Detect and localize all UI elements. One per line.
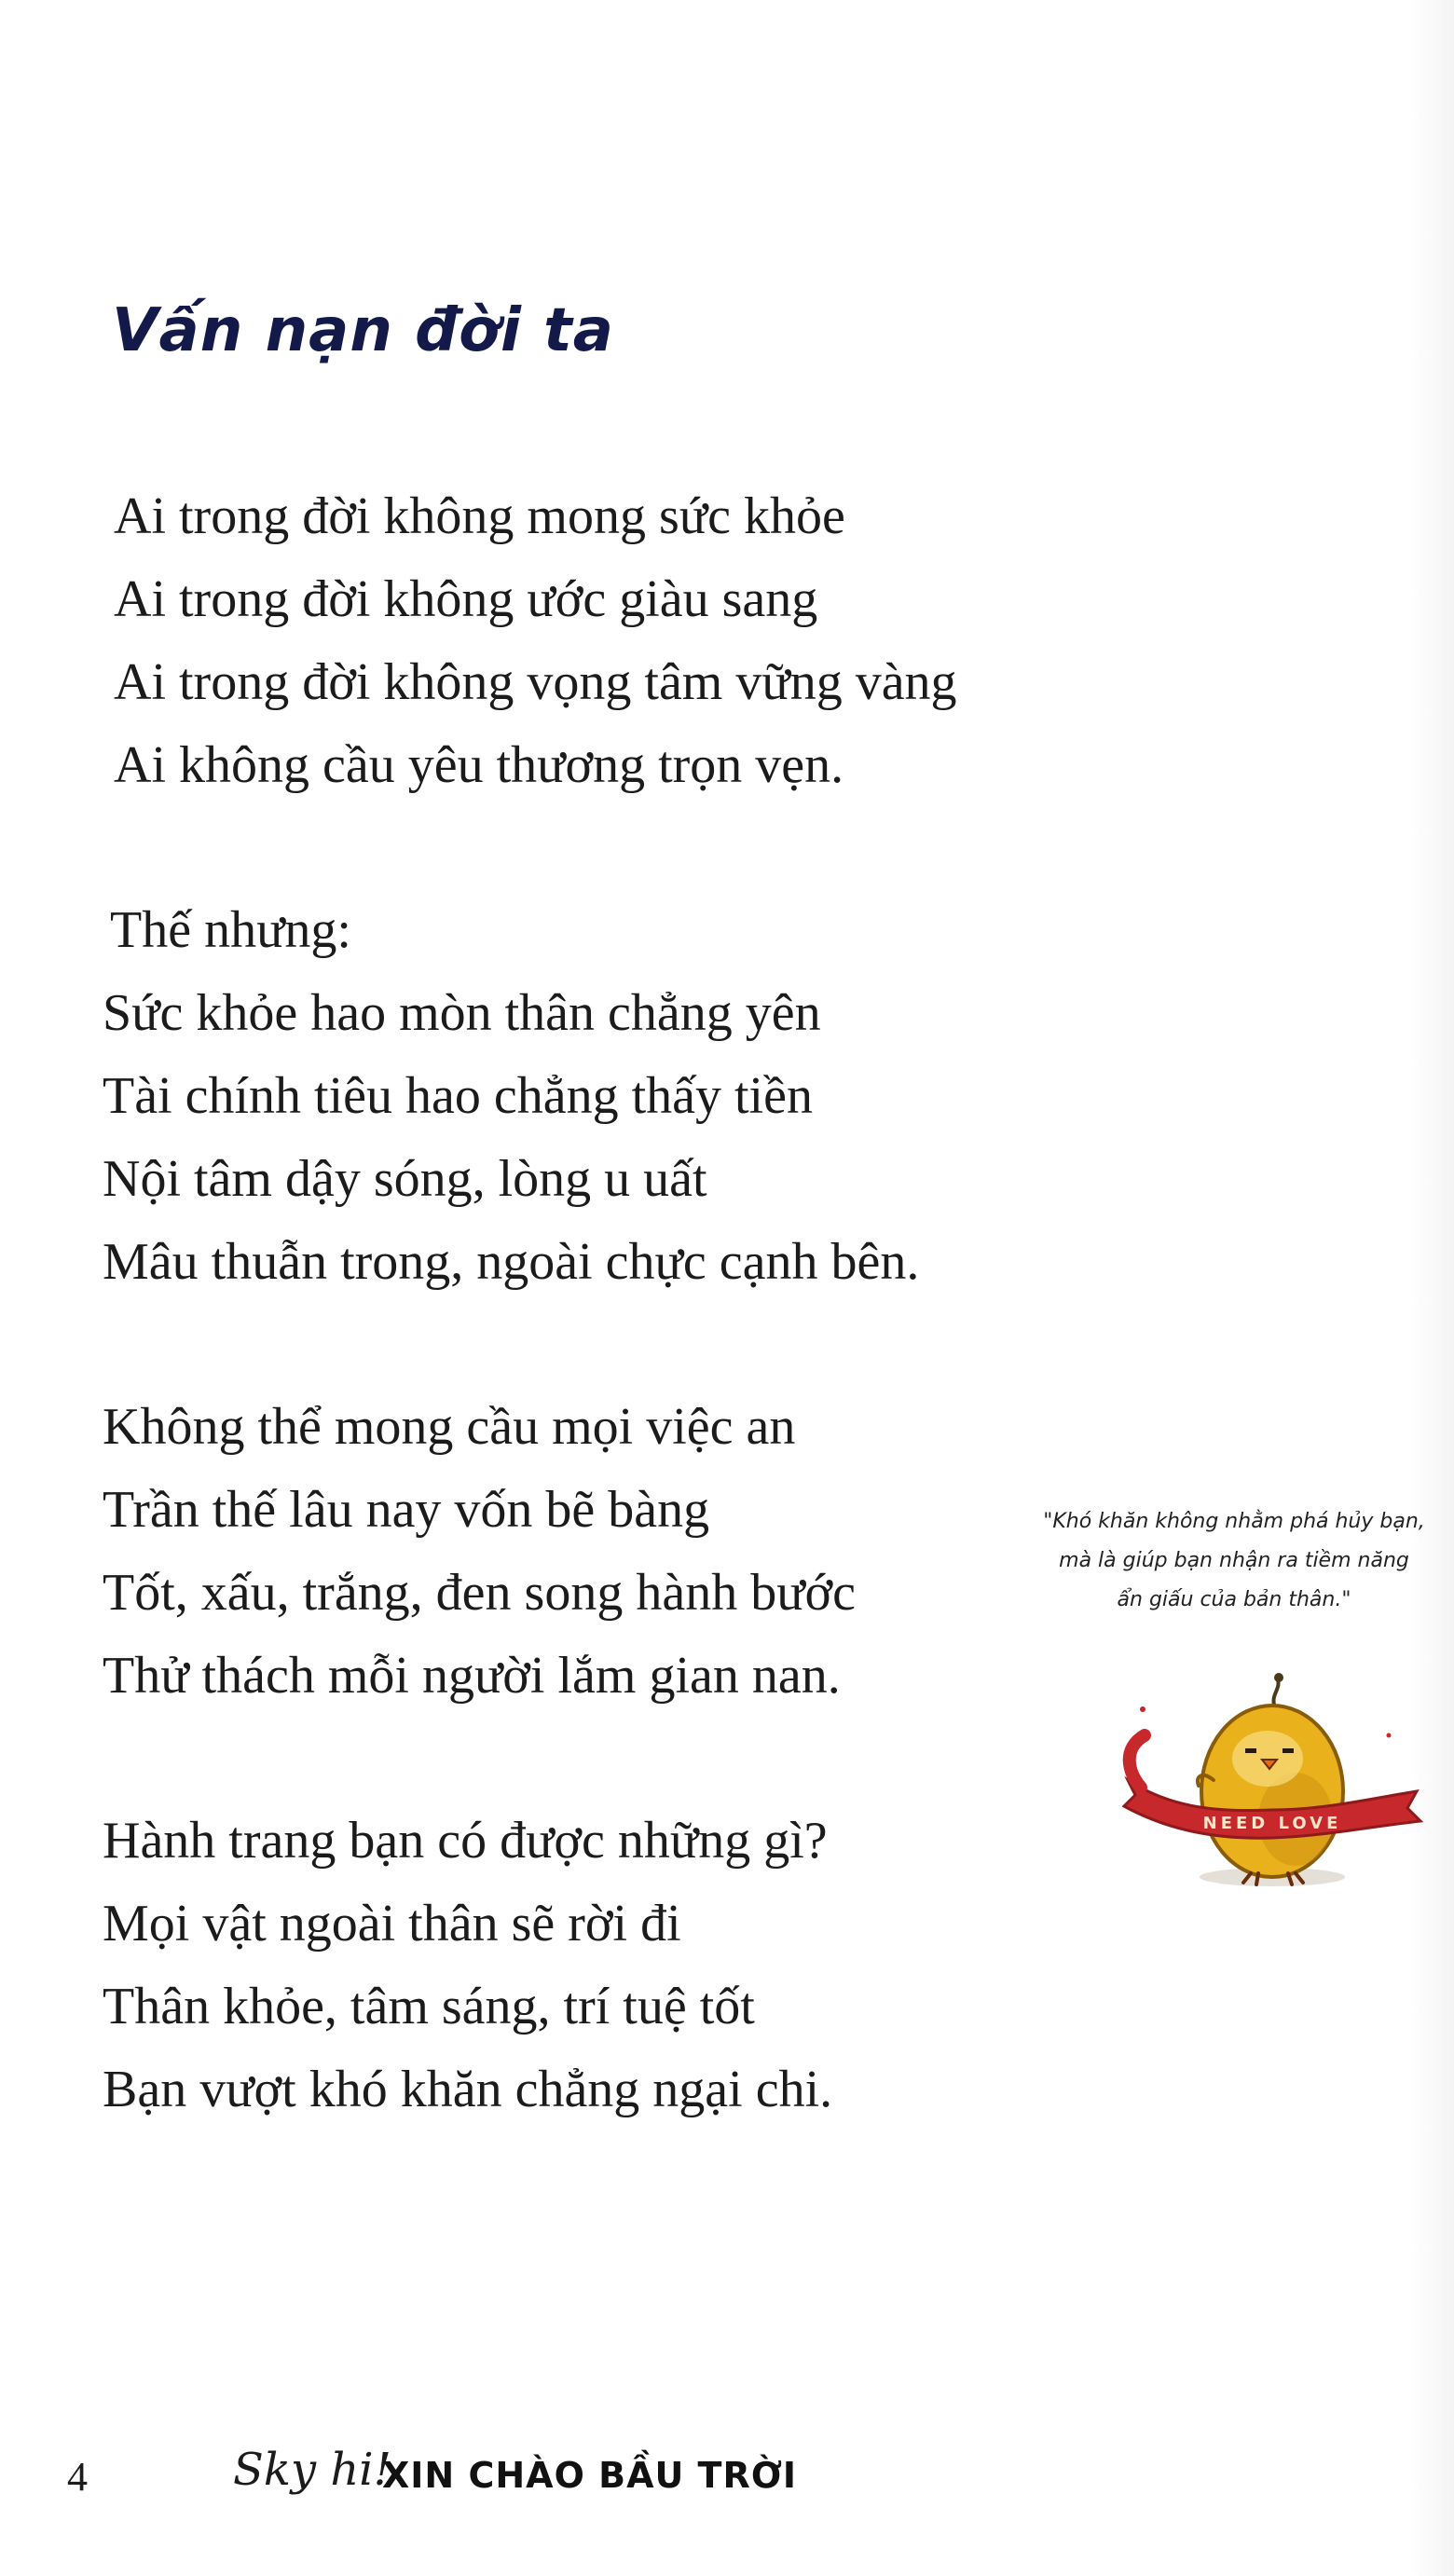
poem-line: Trần thế lâu nay vốn bẽ bàng: [103, 1481, 710, 1539]
page-title: Vấn nạn đời ta: [112, 296, 614, 365]
poem-line: Thân khỏe, tâm sáng, trí tuệ tốt: [103, 1978, 755, 2035]
poem: [103, 475, 1090, 2213]
page-number: 4: [67, 2454, 88, 2500]
sparkle-mark: [1140, 1706, 1145, 1712]
poem-stanza-4: [103, 1800, 1090, 2131]
egg-chick-mascot-icon: [1109, 1670, 1426, 1894]
quote-line: ẩn giấu của bản thân.": [1117, 1588, 1351, 1611]
poem-line: Mâu thuẫn trong, ngoài chực cạnh bên.: [103, 1233, 920, 1291]
poem-line: Thử thách mỗi người lắm gian nan.: [103, 1647, 841, 1705]
poem-stanza-1: [103, 475, 1090, 807]
mascot-banner-tail: [1130, 1735, 1145, 1788]
poem-line: Bạn vượt khó khăn chẳng ngại chi.: [103, 2061, 833, 2118]
mascot-eye-right: [1283, 1748, 1294, 1753]
quote-line: mà là giúp bạn nhận ra tiềm năng: [1059, 1549, 1409, 1572]
poem-line: Hành trang bạn có được những gì?: [103, 1812, 828, 1870]
mascot-banner-text: NEED LOVE: [1202, 1814, 1342, 1833]
poem-line: Thế nhưng:: [110, 901, 351, 959]
poem-line: Sức khỏe hao mòn thân chẳng yên: [103, 984, 821, 1042]
poem-line: Ai trong đời không ước giàu sang: [114, 570, 818, 628]
poem-line: Mọi vật ngoài thân sẽ rời đi: [103, 1895, 681, 1953]
poem-line: Nội tâm dậy sóng, lòng u uất: [103, 1150, 707, 1208]
poem-line: Ai trong đời không mong sức khỏe: [114, 487, 845, 545]
poem-line: Ai không cầu yêu thương trọn vẹn.: [114, 736, 844, 794]
quote-line: "Khó khăn không nhằm phá hủy bạn,: [1043, 1510, 1425, 1533]
sidebar-quote: [1029, 1502, 1439, 1620]
series-script-logo: Sky hi!: [233, 2444, 391, 2496]
mascot-sprout-tip: [1274, 1673, 1283, 1682]
poem-stanza-2: [103, 889, 1090, 1304]
poem-line: Tài chính tiêu hao chẳng thấy tiền: [103, 1067, 813, 1125]
sparkle-mark: [1387, 1733, 1392, 1738]
poem-line: Ai trong đời không vọng tâm vững vàng: [114, 653, 957, 711]
poem-stanza-3: [103, 1386, 1090, 1718]
poem-line: Không thể mong cầu mọi việc an: [103, 1398, 796, 1456]
page-footer: [0, 2442, 1454, 2516]
poem-line: Tốt, xấu, trắng, đen song hành bước: [103, 1564, 857, 1622]
series-title: XIN CHÀO BẦU TRỜI: [382, 2455, 798, 2496]
mascot-eye-left: [1245, 1748, 1256, 1753]
